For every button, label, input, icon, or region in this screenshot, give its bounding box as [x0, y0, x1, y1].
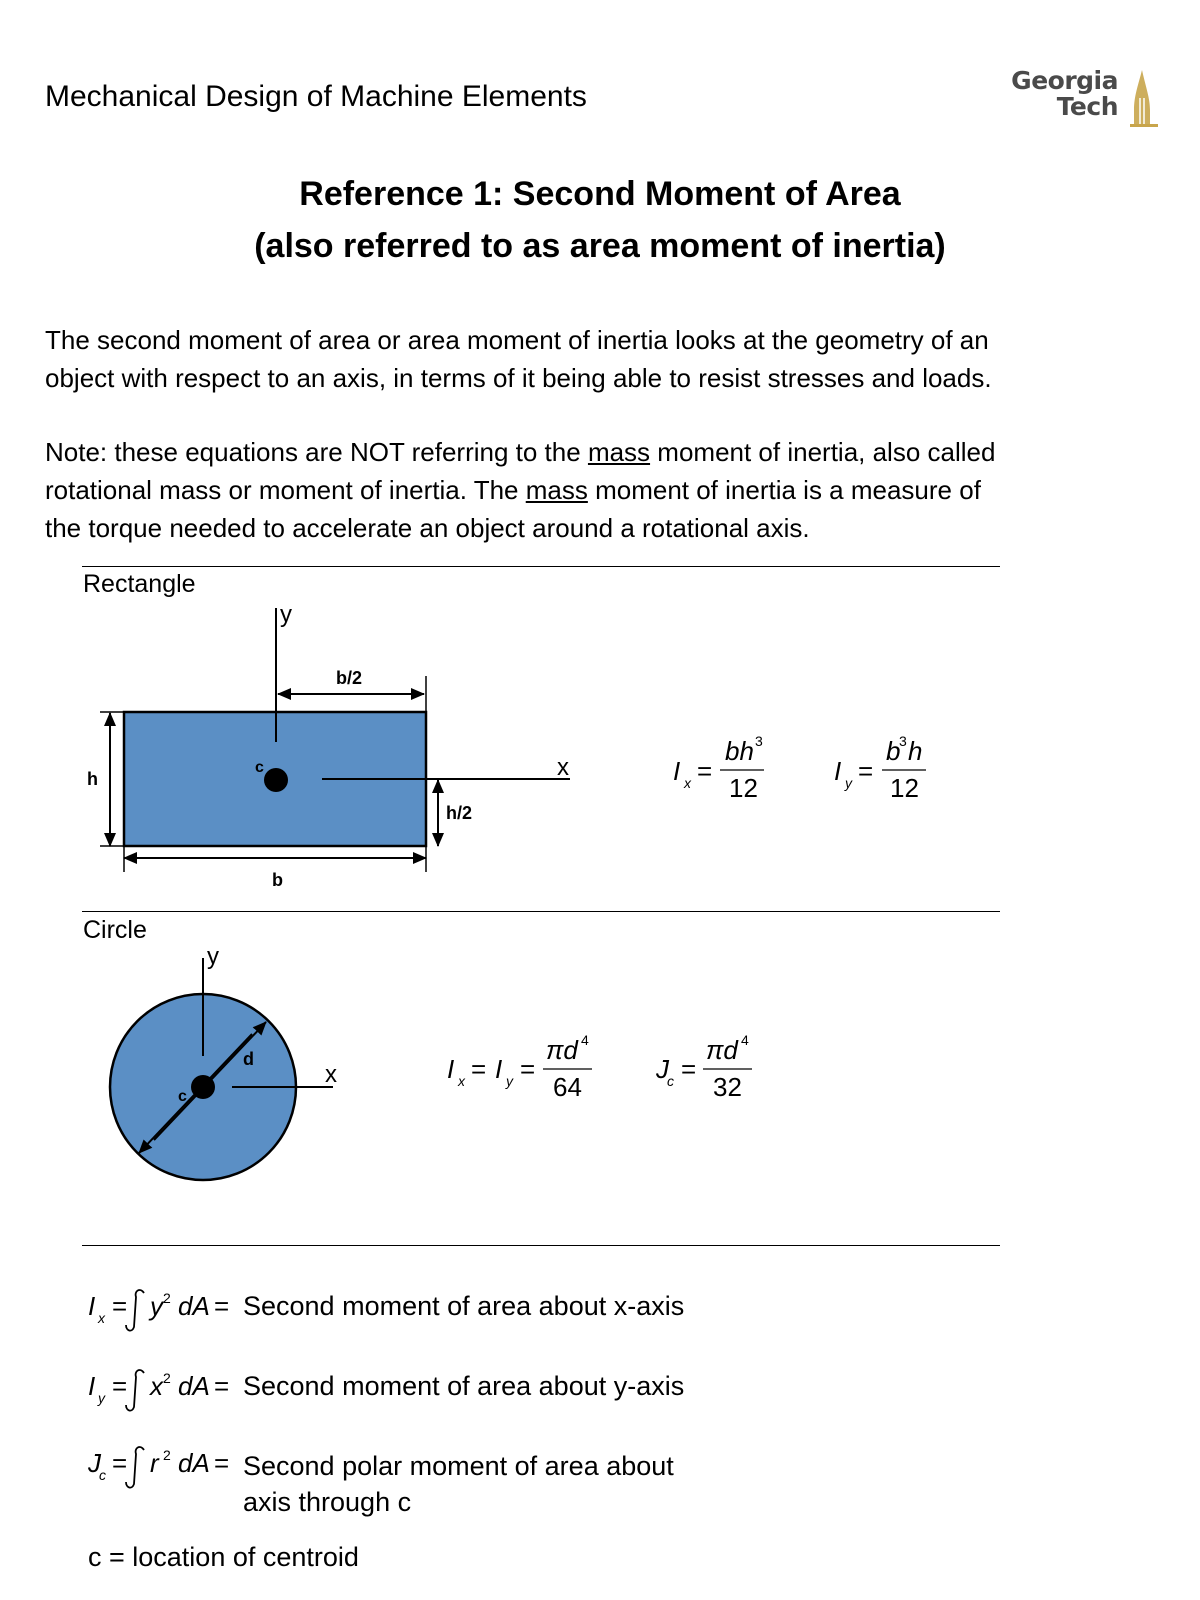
- svg-text:πd: πd: [546, 1035, 578, 1065]
- svg-text:c: c: [667, 1073, 674, 1089]
- svg-text:32: 32: [713, 1072, 742, 1102]
- jc-definition: [243, 1448, 674, 1520]
- rect-centroid: [264, 768, 288, 792]
- svg-text:bh: bh: [725, 736, 754, 766]
- svg-text:I: I: [88, 1371, 96, 1401]
- svg-text:x: x: [150, 1371, 163, 1401]
- divider-definitions: [82, 1245, 1000, 1246]
- ix-definition: Second moment of area about x-axis: [243, 1291, 685, 1321]
- title-line-2: (also referred to as area moment of inertia): [254, 227, 946, 265]
- rect-half-h-label: h/2: [446, 803, 473, 823]
- page-title: [0, 168, 1200, 272]
- svg-text:I: I: [88, 1291, 96, 1321]
- svg-text:2: 2: [163, 1290, 171, 1306]
- svg-text:=: =: [471, 1054, 487, 1084]
- iy-definition: Second moment of area about y-axis: [243, 1371, 685, 1401]
- svg-text:I: I: [834, 756, 842, 786]
- svg-text:12: 12: [729, 773, 758, 803]
- note-paragraph: [45, 433, 1165, 547]
- svg-text:I: I: [447, 1054, 455, 1084]
- centroid-definition: c = location of centroid: [88, 1542, 359, 1572]
- rect-b-label: b: [272, 870, 283, 890]
- svg-text:J: J: [88, 1448, 101, 1478]
- svg-text:=: =: [858, 756, 874, 786]
- svg-text:x: x: [98, 1310, 105, 1326]
- intro-line-1: The second moment of area or area moment of inertia looks at the geometry of an: [45, 325, 989, 355]
- iy-integral-formula: [88, 1370, 229, 1411]
- svg-text:b: b: [886, 736, 901, 766]
- mass-emphasis: mass: [525, 475, 588, 505]
- rect-y-label: y: [280, 601, 292, 628]
- logo-line-1: Georgia: [1011, 66, 1118, 95]
- svg-text:y: y: [506, 1073, 513, 1089]
- svg-text:=: =: [214, 1448, 230, 1478]
- svg-text:c: c: [99, 1467, 106, 1483]
- svg-text:=: =: [112, 1291, 128, 1321]
- svg-text:I: I: [673, 756, 681, 786]
- svg-text:=: =: [112, 1448, 128, 1478]
- svg-text:dA: dA: [178, 1448, 210, 1478]
- circle-section-label: Circle: [83, 916, 147, 944]
- svg-text:πd: πd: [706, 1035, 738, 1065]
- rect-ix-formula: [673, 733, 764, 803]
- svg-text:4: 4: [741, 1032, 749, 1048]
- title-line-1: Reference 1: Second Moment of Area: [299, 175, 901, 213]
- logo-line-2: Tech: [1056, 92, 1118, 121]
- mass-emphasis: mass: [587, 437, 651, 467]
- svg-text:r: r: [150, 1448, 159, 1478]
- svg-text:x: x: [458, 1073, 465, 1089]
- rect-half-b-label: b/2: [336, 668, 363, 688]
- svg-text:=: =: [214, 1291, 230, 1321]
- svg-text:x: x: [684, 775, 691, 791]
- note-line-1: Note: these equations are NOT referring to the mass moment of inertia, also called: [45, 437, 996, 467]
- circle-ixy-formula: [447, 1032, 592, 1102]
- rect-x-label: x: [557, 754, 569, 781]
- svg-text:3: 3: [755, 733, 763, 749]
- georgia-tech-logo: [990, 68, 1160, 138]
- intro-paragraph: [45, 321, 1165, 397]
- svg-text:y: y: [845, 775, 852, 791]
- svg-text:y: y: [98, 1390, 105, 1406]
- svg-text:2: 2: [163, 1370, 171, 1386]
- svg-text:=: =: [681, 1054, 697, 1084]
- circle-d-label: d: [243, 1049, 254, 1069]
- svg-text:12: 12: [890, 773, 919, 803]
- definition-formulas: [80, 1275, 250, 1495]
- svg-text:=: =: [520, 1054, 536, 1084]
- course-title: Mechanical Design of Machine Elements: [45, 80, 587, 113]
- note-line-2: rotational mass or moment of inertia. The mass moment of inertia is a measure of: [45, 475, 981, 505]
- svg-text:=: =: [112, 1371, 128, 1401]
- jc-definition-line-2: axis through c: [243, 1487, 412, 1517]
- svg-text:J: J: [656, 1054, 669, 1084]
- svg-text:dA: dA: [178, 1291, 210, 1321]
- jc-integral-formula: [87, 1447, 229, 1488]
- circle-x-label: x: [325, 1061, 337, 1088]
- flame-icon: [1120, 68, 1160, 130]
- circle-y-label: y: [207, 943, 219, 970]
- svg-text:2: 2: [163, 1447, 171, 1463]
- rectangle-diagram: [0, 590, 1200, 890]
- svg-text:=: =: [214, 1371, 230, 1401]
- circle-diagram: [0, 930, 1200, 1190]
- svg-text:dA: dA: [178, 1371, 210, 1401]
- jc-definition-line-1: Second polar moment of area about: [243, 1451, 674, 1481]
- divider-circle: [82, 911, 1000, 912]
- note-line-3: the torque needed to accelerate an object around a rotational axis.: [45, 513, 810, 543]
- svg-text:y: y: [150, 1291, 163, 1321]
- rect-c-label: c: [255, 759, 264, 776]
- rect-iy-formula: [834, 733, 926, 803]
- intro-line-2: object with respect to an axis, in terms of it being able to resist stresses and loads.: [45, 363, 992, 393]
- circle-c-label: c: [178, 1088, 187, 1105]
- svg-text:3: 3: [899, 733, 907, 749]
- rectangle-section-label: Rectangle: [83, 570, 196, 598]
- svg-text:I: I: [495, 1054, 503, 1084]
- ix-integral-formula: [88, 1290, 229, 1331]
- svg-text:h: h: [908, 736, 923, 766]
- circle-jc-formula: [655, 1032, 752, 1102]
- rect-h-label: h: [87, 769, 98, 789]
- svg-text:64: 64: [553, 1072, 582, 1102]
- svg-text:=: =: [697, 756, 713, 786]
- svg-text:4: 4: [581, 1032, 589, 1048]
- divider-rectangle: [82, 566, 1000, 567]
